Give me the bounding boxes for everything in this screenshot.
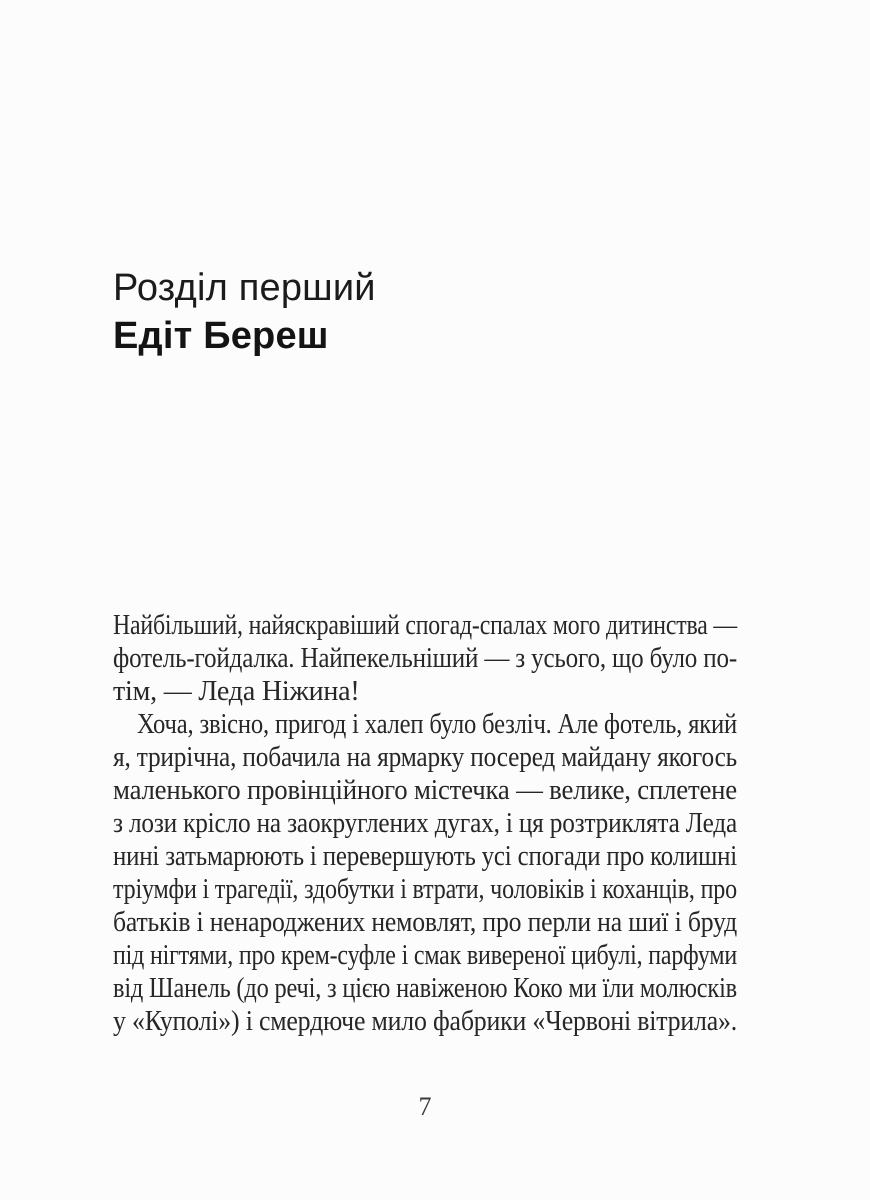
text-line-content: маленького провінційного містечка — велике, сплетене [113,775,737,806]
chapter-title: Едіт Береш [113,315,329,357]
text-line [113,675,737,708]
text-line-content: з лози крісло на заокруглених дугах, і ця розтриклята Леда [113,808,737,839]
text-line [113,972,737,1005]
text-line [113,741,737,774]
text-line-content: я, трирічна, побачила на ярмарку посеред майдану якогось [113,742,737,773]
page-number: 7 [418,1092,432,1121]
chapter-heading [113,265,737,360]
body-text [113,609,737,1038]
text-line-content: Найбільший, найяскравіший спогад-спалах мого дитинства — [113,610,737,641]
text-line-content: від Шанель (до речі, з цією навіженою Коко ми їли молюсків [113,973,737,1004]
text-line [113,708,737,741]
text-line-content: Хоча, звісно, пригод і халеп було безліч. Але фотель, який [137,709,737,740]
text-line [113,642,737,675]
paragraph [113,708,737,1038]
text-line [113,807,737,840]
text-line [113,873,737,906]
text-line-content: фотель-гойдалка. Найпекельніший — з усього, що було по- [113,643,737,674]
text-line [113,774,737,807]
text-line [113,906,737,939]
text-line-content: тріумфи і трагедії, здобутки і втрати, чоловіків і коханців, про [113,874,737,905]
paragraph [113,609,737,708]
text-line [113,609,737,642]
text-line [113,1005,737,1038]
text-line-content: нині затьмарюють і перевершують усі спогади про колишні [113,841,737,872]
text-line-content: тім, — Леда Ніжина! [113,676,360,707]
text-line-content: батьків і ненароджених немовлят, про перли на шиї і бруд [113,907,737,938]
text-line [113,939,737,972]
text-line [113,840,737,873]
text-line-content: у «Куполі») і смердюче мило фабрики «Червоні вітрила». [113,1006,737,1037]
chapter-label: Розділ перший [113,267,376,309]
text-line-content: під нігтями, про крем-суфле і смак вивереної цибулі, парфуми [113,940,737,971]
page-footer [113,1090,737,1123]
